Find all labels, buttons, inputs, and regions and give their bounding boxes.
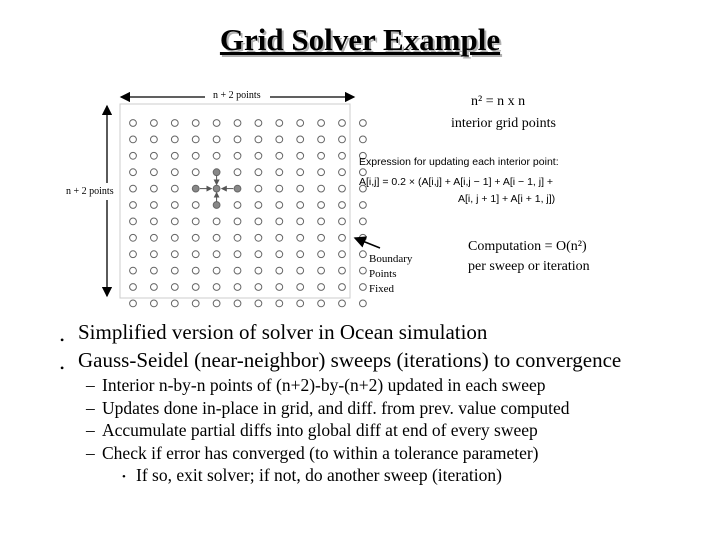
grid-point — [318, 267, 325, 274]
sub-sub-bullet-item: • If so, exit solver; if not, do another sweep (iteration) — [122, 465, 502, 485]
grid-point — [192, 152, 199, 159]
grid-point — [297, 185, 304, 192]
grid-point — [255, 234, 262, 241]
grid-point — [318, 218, 325, 225]
grid-point — [130, 202, 137, 209]
grid-point-neighbor — [234, 185, 241, 192]
grid-point — [255, 218, 262, 225]
grid-point — [360, 136, 367, 143]
grid-point — [255, 284, 262, 291]
grid-point — [318, 152, 325, 159]
grid-point — [130, 218, 137, 225]
boundary-label — [369, 252, 412, 297]
grid-point — [130, 136, 137, 143]
grid-point — [234, 267, 241, 274]
grid-point — [130, 120, 137, 127]
grid-point — [318, 251, 325, 258]
grid-point — [192, 120, 199, 127]
grid-point — [255, 185, 262, 192]
grid-point — [130, 284, 137, 291]
grid-point-center — [213, 185, 220, 192]
grid-point — [276, 152, 283, 159]
computation-label-line-2: per sweep or iteration — [468, 259, 590, 274]
grid-point — [360, 169, 367, 176]
grid-point — [130, 169, 137, 176]
bullet-item: • Simplified version of solver in Ocean simulation — [60, 320, 488, 347]
grid-point — [297, 267, 304, 274]
sub-sub-bullet-text: If so, exit solver; if not, do another sweep (iteration) — [136, 465, 502, 485]
grid-point-neighbor — [213, 202, 220, 209]
grid-point — [234, 152, 241, 159]
grid-point — [297, 251, 304, 258]
grid-point — [130, 251, 137, 258]
grid-point — [151, 234, 158, 241]
grid-point — [255, 202, 262, 209]
grid-point — [151, 267, 158, 274]
grid-point-neighbor — [192, 185, 199, 192]
grid-point — [276, 300, 283, 307]
grid-point — [255, 300, 262, 307]
grid-point — [171, 202, 178, 209]
grid-point — [255, 169, 262, 176]
grid-point — [318, 120, 325, 127]
grid-point — [192, 202, 199, 209]
grid-point — [297, 120, 304, 127]
grid-point — [192, 251, 199, 258]
grid-point — [171, 136, 178, 143]
grid-point — [213, 218, 220, 225]
grid-point — [151, 120, 158, 127]
grid-point-neighbor — [213, 169, 220, 176]
bullet-item: • Gauss-Seidel (near-neighbor) sweeps (iterations) to convergence — [60, 348, 622, 375]
grid-point — [255, 120, 262, 127]
grid-point — [360, 120, 367, 127]
grid-point — [234, 284, 241, 291]
grid-point — [130, 300, 137, 307]
grid-point — [171, 251, 178, 258]
grid-point — [213, 251, 220, 258]
grid-point — [318, 202, 325, 209]
grid-point — [192, 169, 199, 176]
grid-point — [318, 169, 325, 176]
grid-point — [360, 218, 367, 225]
grid-point — [339, 120, 346, 127]
grid-point — [130, 267, 137, 274]
grid-point — [171, 267, 178, 274]
grid-point — [151, 152, 158, 159]
grid-point — [339, 251, 346, 258]
grid-point — [234, 136, 241, 143]
grid-point — [339, 136, 346, 143]
expression-heading: Expression for updating each interior point: — [359, 156, 559, 168]
grid-point — [130, 152, 137, 159]
grid-point — [318, 300, 325, 307]
grid-point — [318, 185, 325, 192]
sub-bullet-text: Check if error has converged (to within a tolerance parameter) — [102, 442, 539, 463]
grid-point — [255, 267, 262, 274]
sub-bullet-item: – Accumulate partial diffs into global diff at end of every sweep — [86, 420, 538, 440]
boundary-pointer-arrow — [355, 238, 380, 248]
sub-bullet-text: Updates done in-place in grid, and diff. from prev. value computed — [102, 397, 570, 418]
grid-point — [192, 300, 199, 307]
grid-point — [276, 251, 283, 258]
grid-point — [213, 284, 220, 291]
boundary-label-line-2: Points — [369, 268, 397, 280]
grid-point — [360, 251, 367, 258]
interior-points-label: interior grid points — [451, 116, 556, 131]
expression-line-2: A[i, j + 1] + A[i + 1, j]) — [458, 193, 556, 205]
grid-point — [151, 284, 158, 291]
top-dimension-label: n + 2 points — [213, 90, 261, 101]
grid-point — [234, 202, 241, 209]
grid-point — [234, 300, 241, 307]
grid-point — [151, 218, 158, 225]
grid-point — [276, 185, 283, 192]
grid-point — [213, 234, 220, 241]
grid-point — [276, 202, 283, 209]
grid-point — [192, 234, 199, 241]
grid-point — [339, 169, 346, 176]
page-title: Grid Solver Example — [219, 22, 501, 57]
grid-point — [297, 169, 304, 176]
grid-point — [234, 251, 241, 258]
grid-point — [255, 152, 262, 159]
grid-point — [360, 267, 367, 274]
grid-point — [192, 284, 199, 291]
n-squared-label: n² = n x n — [471, 94, 526, 109]
grid-point — [213, 267, 220, 274]
grid-point — [151, 202, 158, 209]
grid-point — [151, 251, 158, 258]
grid-point — [297, 202, 304, 209]
expression-line-1: A[i,j] = 0.2 × (A[i,j] + A[i,j − 1] + A[i − 1, j] + — [359, 176, 554, 188]
grid-point — [151, 185, 158, 192]
sub-bullet-text: Interior n-by-n points of (n+2)-by-(n+2) updated in each sweep — [102, 375, 546, 395]
grid-point — [171, 234, 178, 241]
grid-point — [192, 218, 199, 225]
grid-point — [234, 234, 241, 241]
sub-bullet-item: – Interior n-by-n points of (n+2)-by-(n+2) updated in each sweep — [86, 375, 546, 395]
grid-point — [171, 300, 178, 307]
grid-point — [360, 202, 367, 209]
grid-point — [213, 120, 220, 127]
left-dimension-label: n + 2 points — [66, 186, 114, 197]
grid-point — [171, 120, 178, 127]
grid-point — [339, 152, 346, 159]
grid-point — [213, 136, 220, 143]
grid-point — [318, 284, 325, 291]
grid-point — [360, 284, 367, 291]
grid-point — [276, 136, 283, 143]
grid-point — [234, 218, 241, 225]
grid-point — [171, 185, 178, 192]
grid-point — [297, 218, 304, 225]
grid-point — [255, 136, 262, 143]
grid-point — [339, 202, 346, 209]
bullet-list — [60, 318, 710, 486]
grid-point — [171, 218, 178, 225]
grid-point — [276, 169, 283, 176]
grid-point — [339, 284, 346, 291]
grid-point — [213, 152, 220, 159]
boundary-label-line-3: Fixed — [369, 283, 395, 295]
grid-point — [171, 169, 178, 176]
grid-point — [297, 152, 304, 159]
grid-point — [276, 284, 283, 291]
grid-point — [171, 152, 178, 159]
bullet-text: Gauss-Seidel (near-neighbor) sweeps (iterations) to convergence — [78, 348, 622, 372]
grid-point — [130, 234, 137, 241]
grid-point — [151, 300, 158, 307]
grid-point — [234, 169, 241, 176]
grid-point — [192, 267, 199, 274]
boundary-label-line-1: Boundary — [369, 253, 413, 265]
grid-point — [276, 234, 283, 241]
sub-bullet-text: Accumulate partial diffs into global diff at end of every sweep — [102, 420, 538, 440]
grid-point — [297, 136, 304, 143]
grid-point — [213, 300, 220, 307]
grid-point — [276, 120, 283, 127]
grid-point — [339, 267, 346, 274]
grid-point — [151, 169, 158, 176]
grid-point — [255, 251, 262, 258]
grid-point — [297, 284, 304, 291]
sub-bullet-item: – Updates done in-place in grid, and diff. from prev. value computed — [86, 397, 570, 418]
grid-point — [297, 300, 304, 307]
grid-point — [339, 234, 346, 241]
grid-point — [192, 136, 199, 143]
grid-point — [297, 234, 304, 241]
grid-point — [171, 284, 178, 291]
grid-point — [339, 185, 346, 192]
grid-point — [234, 120, 241, 127]
computation-label-line-1: Computation = O(n²) — [468, 239, 587, 254]
grid-point — [151, 136, 158, 143]
sub-bullet-item: – Check if error has converged (to within a tolerance parameter) — [86, 442, 539, 463]
grid-point — [339, 300, 346, 307]
grid-point — [276, 218, 283, 225]
grid-point — [318, 234, 325, 241]
grid-point — [339, 218, 346, 225]
grid-point — [130, 185, 137, 192]
grid-point — [360, 300, 367, 307]
bullet-text: Simplified version of solver in Ocean simulation — [78, 320, 488, 344]
grid-point — [276, 267, 283, 274]
grid-point — [318, 136, 325, 143]
